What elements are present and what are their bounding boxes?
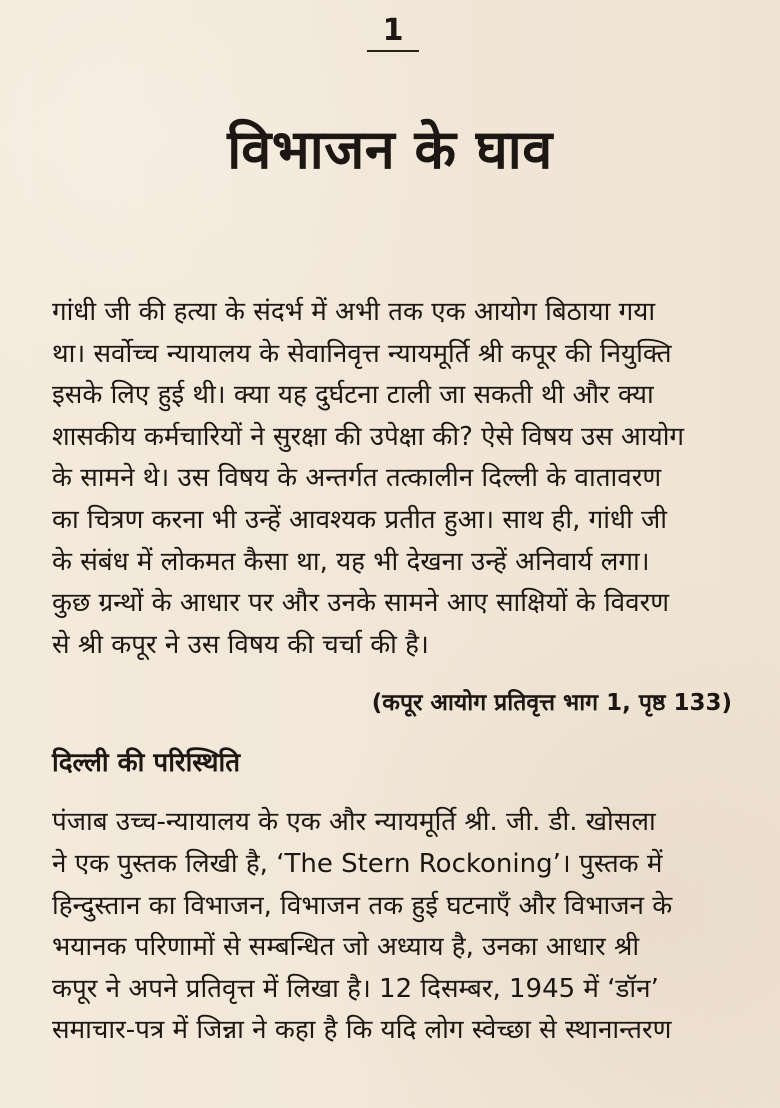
chapter-title: विभाजन के घाव — [227, 118, 553, 182]
intro-line-7: के संबंध में लोकमत कैसा था, यह भी देखना उन्हें अनिवार्य लगा। — [52, 546, 650, 577]
intro-line-9: से श्री कपूर ने उस विषय की चर्चा की है। — [52, 629, 429, 660]
chapter-number-underline — [367, 50, 419, 52]
intro-line-2: था। सर्वोच्च न्यायालय के सेवानिवृत्त न्यायमूर्ति श्री कपूर की नियुक्ति — [52, 338, 672, 369]
intro-line-3: इसके लिए हुई थी। क्या यह दुर्घटना टाली जा सकती थी और क्या — [52, 380, 654, 411]
chapter-number: 1 — [382, 13, 404, 48]
intro-line-5: के सामने थे। उस विषय के अन्तर्गत तत्कालीन दिल्ली के वातावरण — [52, 463, 662, 494]
body-line-1: पंजाब उच्च-न्यायालय के एक और न्यायमूर्ति श्री. जी. डी. खोसला — [52, 807, 656, 838]
body-line-6: समाचार-पत्र में जिन्ना ने कहा है कि यदि लोग स्वेच्छा से स्थानान्तरण — [52, 1015, 672, 1046]
intro-line-8: कुछ ग्रन्थों के आधार पर और उनके सामने आए साक्षियों के विवरण — [52, 588, 670, 619]
section-heading: दिल्ली की परिस्थिति — [52, 748, 241, 779]
intro-line-1: गांधी जी की हत्या के संदर्भ में अभी तक एक आयोग बिठाया गया — [52, 297, 656, 327]
body-line-3: हिन्दुस्तान का विभाजन, विभाजन तक हुई घटनाएँ और विभाजन के — [52, 890, 673, 921]
body-line-4: भयानक परिणामों से सम्बन्धित जो अध्याय है, उनका आधार श्री — [52, 932, 640, 963]
intro-line-6: का चित्रण करना भी उन्हें आवश्यक प्रतीत हुआ। साथ ही, गांधी जी — [52, 504, 667, 535]
intro-line-4: शासकीय कर्मचारियों ने सुरक्षा की उपेक्षा की? ऐसे विषय उस आयोग — [52, 421, 685, 452]
page-content — [52, 292, 732, 1052]
body-paragraph — [52, 802, 732, 1052]
citation: (कपूर आयोग प्रतिवृत्त भाग 1, पृष्ठ 133) — [371, 690, 732, 717]
body-line-2: ने एक पुस्तक लिखी है, ‘The Stern Rockoning’। पुस्तक में — [52, 848, 663, 879]
intro-paragraph — [52, 292, 732, 666]
body-line-5: कपूर ने अपने प्रतिवृत्त में लिखा है। 12 दिसम्बर, 1945 में ‘डॉन’ — [52, 973, 659, 1004]
